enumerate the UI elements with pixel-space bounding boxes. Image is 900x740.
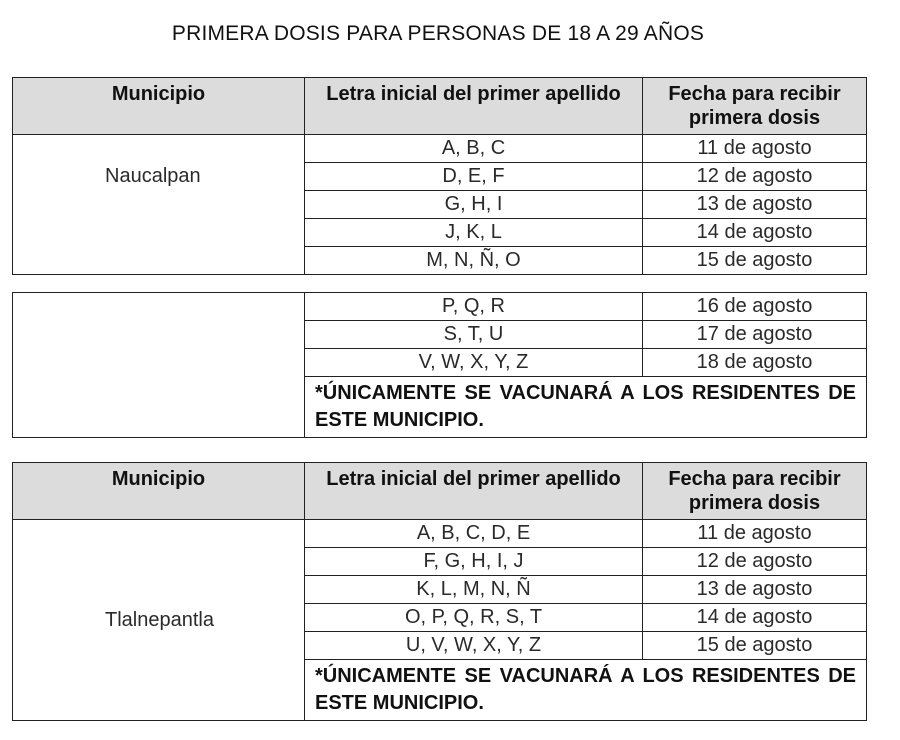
date-cell: 11 de agosto bbox=[643, 135, 867, 163]
letters-cell: M, N, Ñ, O bbox=[305, 247, 643, 275]
municipio-cell bbox=[13, 520, 305, 721]
header-letra: Letra inicial del primer apellido bbox=[305, 78, 643, 135]
header-fecha-line2: primera dosis bbox=[688, 492, 821, 514]
letters-cell: D, E, F bbox=[305, 163, 643, 191]
letters-cell: F, G, H, I, J bbox=[305, 548, 643, 576]
date-cell: 15 de agosto bbox=[643, 247, 867, 275]
letters-cell: V, W, X, Y, Z bbox=[305, 349, 643, 377]
letters-cell: U, V, W, X, Y, Z bbox=[305, 632, 643, 660]
header-municipio: Municipio bbox=[13, 78, 305, 135]
residents-note: *ÚNICAMENTE SE VACUNARÁ A LOS RESIDENTES DE ESTE MUNICIPIO. bbox=[305, 377, 867, 438]
header-fecha-line1: Fecha para recibir bbox=[668, 83, 841, 105]
letters-cell: A, B, C bbox=[305, 135, 643, 163]
residents-note: *ÚNICAMENTE SE VACUNARÁ A LOS RESIDENTES DE ESTE MUNICIPIO. bbox=[305, 660, 867, 721]
header-fecha-line2: primera dosis bbox=[688, 107, 821, 129]
date-cell: 13 de agosto bbox=[643, 191, 867, 219]
table-row bbox=[13, 293, 867, 321]
continuation-table bbox=[12, 292, 867, 438]
date-cell: 18 de agosto bbox=[643, 349, 867, 377]
letters-cell: K, L, M, N, Ñ bbox=[305, 576, 643, 604]
date-cell: 14 de agosto bbox=[643, 219, 867, 247]
header-fecha-line1: Fecha para recibir bbox=[668, 468, 841, 490]
header-letra: Letra inicial del primer apellido bbox=[305, 463, 643, 520]
naucalpan-table bbox=[12, 77, 867, 275]
letters-cell: G, H, I bbox=[305, 191, 643, 219]
tlalnepantla-table bbox=[12, 462, 867, 721]
letters-cell: S, T, U bbox=[305, 321, 643, 349]
date-cell: 12 de agosto bbox=[643, 163, 867, 191]
municipio-cell bbox=[13, 135, 305, 275]
date-cell: 17 de agosto bbox=[643, 321, 867, 349]
letters-cell: J, K, L bbox=[305, 219, 643, 247]
municipio-name: Naucalpan bbox=[105, 165, 201, 187]
municipio-name: Tlalnepantla bbox=[105, 608, 214, 631]
letters-cell: O, P, Q, R, S, T bbox=[305, 604, 643, 632]
date-cell: 15 de agosto bbox=[643, 632, 867, 660]
date-cell: 14 de agosto bbox=[643, 604, 867, 632]
date-cell: 13 de agosto bbox=[643, 576, 867, 604]
page-title: PRIMERA DOSIS PARA PERSONAS DE 18 A 29 AÑOS bbox=[171, 22, 705, 45]
header-municipio: Municipio bbox=[13, 463, 305, 520]
date-cell: 16 de agosto bbox=[643, 293, 867, 321]
header-fecha bbox=[643, 463, 867, 520]
header-row bbox=[13, 463, 867, 520]
header-fecha bbox=[643, 78, 867, 135]
letters-cell: A, B, C, D, E bbox=[305, 520, 643, 548]
municipio-cell-empty bbox=[13, 293, 305, 438]
table-row bbox=[13, 135, 867, 163]
date-cell: 11 de agosto bbox=[643, 520, 867, 548]
header-row bbox=[13, 78, 867, 135]
letters-cell: P, Q, R bbox=[305, 293, 643, 321]
date-cell: 12 de agosto bbox=[643, 548, 867, 576]
table-row bbox=[13, 520, 867, 548]
